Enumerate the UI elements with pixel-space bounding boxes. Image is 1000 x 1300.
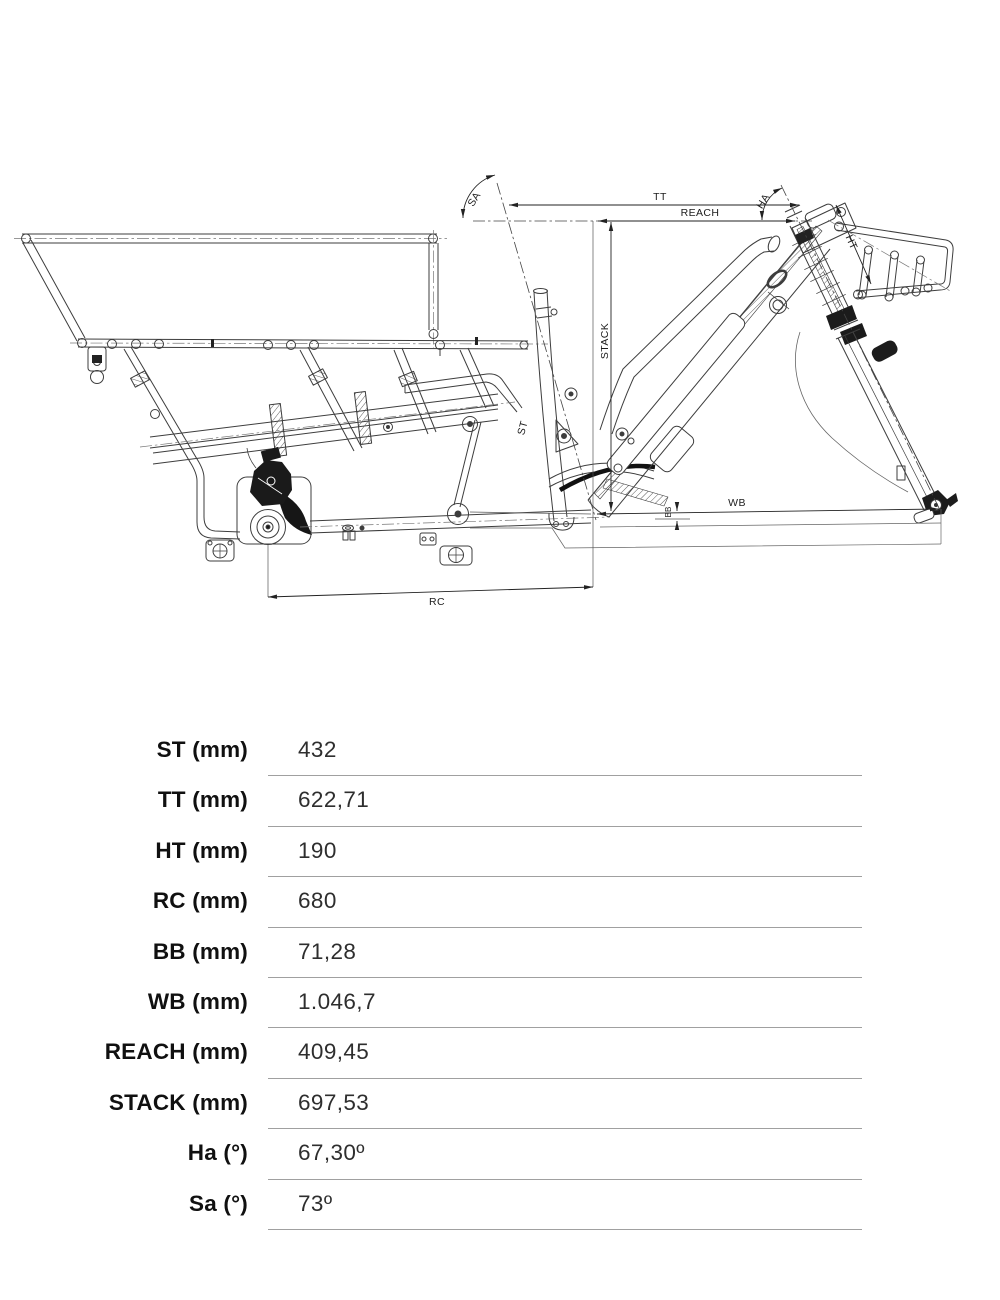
geometry-row: [0, 1180, 1000, 1230]
geometry-row: [0, 928, 1000, 978]
geometry-label: TT (mm): [157, 787, 248, 813]
geometry-value: 622,71: [298, 787, 370, 813]
geometry-row: [0, 1079, 1000, 1129]
geometry-value: 697,53: [298, 1089, 370, 1115]
geometry-label: Ha (°): [187, 1140, 248, 1166]
geometry-row: [0, 776, 1000, 826]
geometry-table: [0, 726, 1000, 1230]
dim-label-ht: HT: [842, 233, 860, 252]
geometry-row: [0, 827, 1000, 877]
dim-label-tt: TT: [653, 191, 667, 203]
dim-label-wb: WB: [728, 497, 746, 509]
geometry-value: 71,28: [298, 938, 357, 964]
geometry-label: Sa (°): [189, 1190, 248, 1216]
geometry-label: RC (mm): [152, 888, 248, 914]
dim-label-reach: REACH: [680, 207, 720, 219]
dim-label-ha: HA: [754, 191, 773, 212]
geometry-label: ST (mm): [156, 737, 248, 762]
dim-label-sa: SA: [465, 189, 484, 209]
geometry-label: HT (mm): [155, 837, 248, 863]
geometry-value: 409,45: [298, 1039, 370, 1065]
geometry-label: STACK (mm): [108, 1089, 248, 1115]
dim-label-st: ST: [515, 419, 531, 437]
geometry-row: [0, 877, 1000, 927]
dim-label-rc: RC: [429, 596, 445, 608]
geometry-row: [0, 1129, 1000, 1179]
geometry-label: REACH (mm): [104, 1039, 248, 1065]
geometry-label: BB (mm): [152, 938, 248, 964]
geometry-value: 67,30º: [298, 1140, 365, 1166]
geometry-value: 432: [298, 737, 337, 762]
geometry-row: [0, 1028, 1000, 1078]
geometry-value: 73º: [298, 1190, 333, 1216]
geometry-value: 190: [298, 837, 337, 863]
geometry-value: 680: [298, 888, 337, 914]
geometry-row: [0, 978, 1000, 1028]
geometry-label: WB (mm): [147, 988, 248, 1014]
dim-label-stack: STACK: [599, 322, 611, 360]
dim-label-bb: BB: [664, 506, 673, 518]
geometry-row: [0, 726, 1000, 776]
geometry-value: 1.046,7: [298, 988, 376, 1014]
